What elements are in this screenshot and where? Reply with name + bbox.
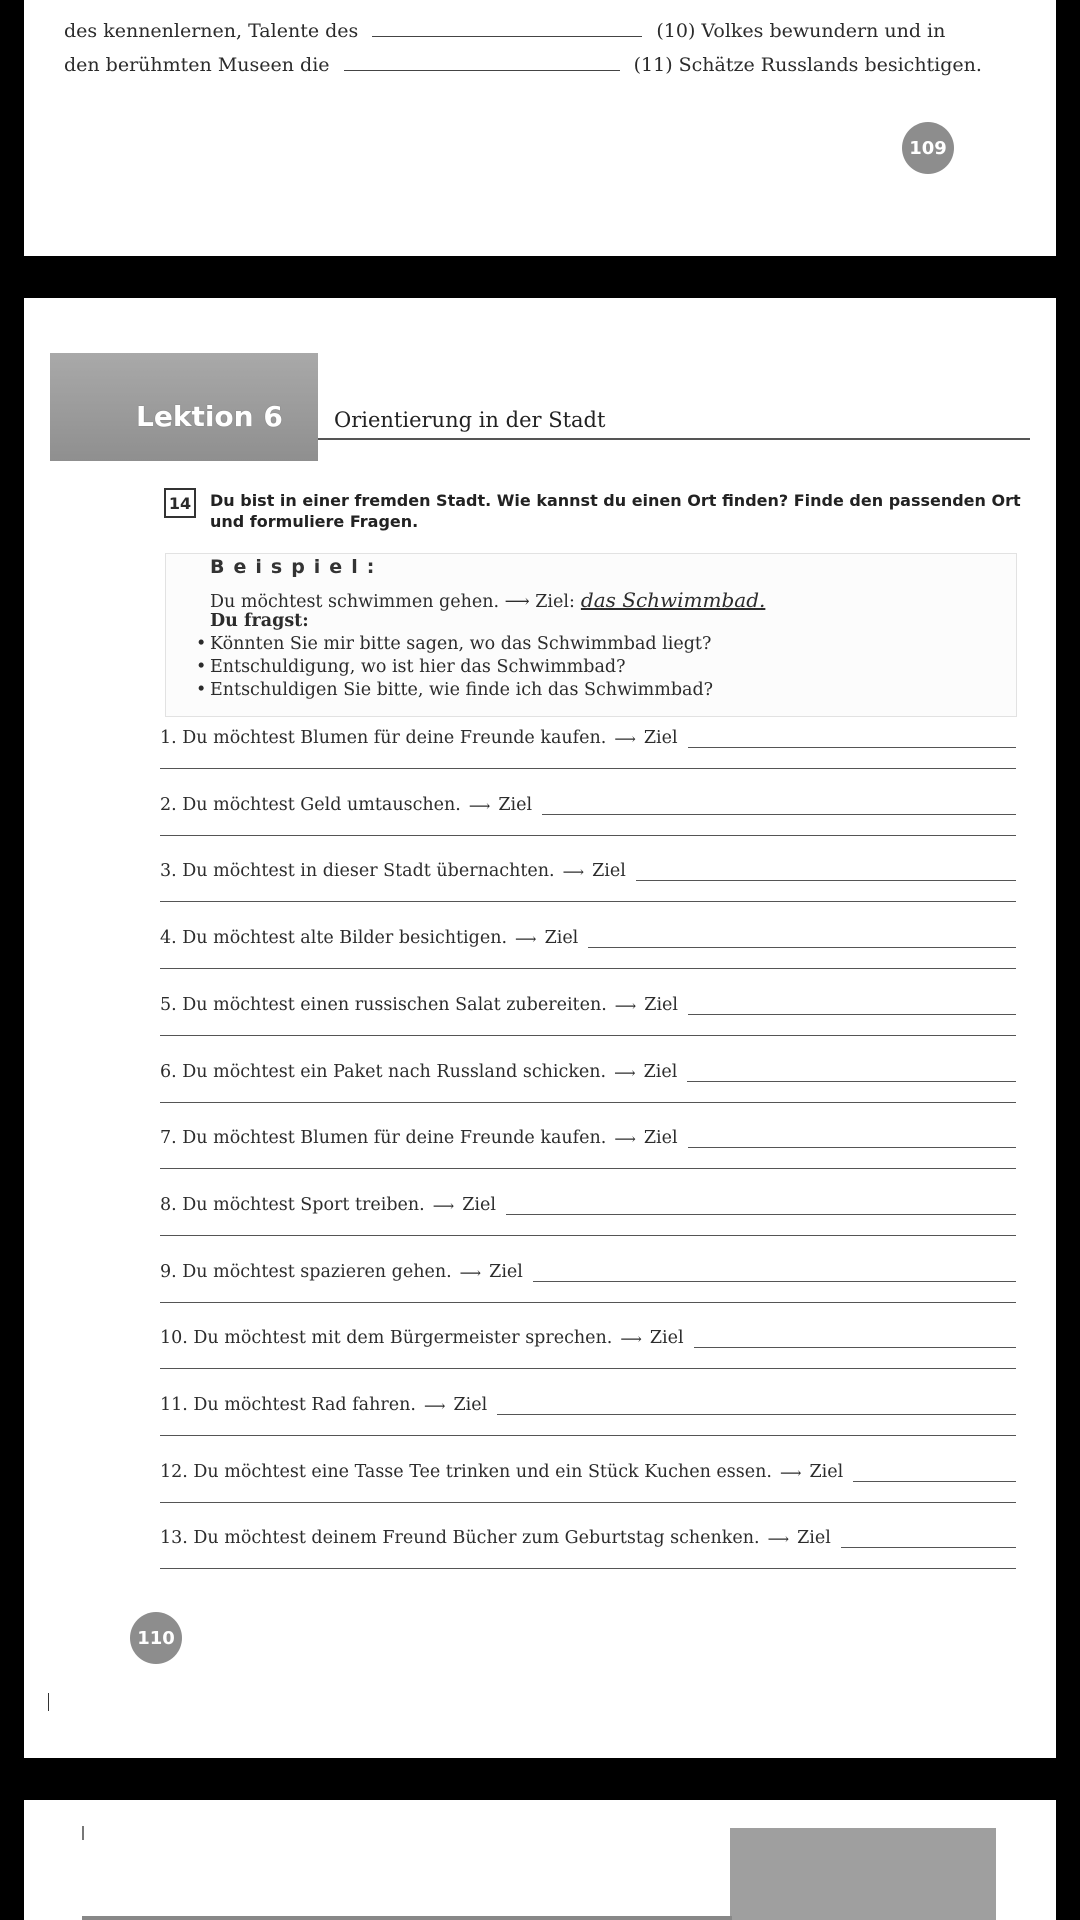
answer-blank[interactable] bbox=[533, 1267, 1016, 1282]
exercise-text: 1. Du möchtest Blumen für deine Freunde kaufen. bbox=[160, 728, 607, 748]
arrow-right-icon: ⟶ bbox=[432, 1197, 455, 1215]
task-number: 14 bbox=[164, 488, 196, 518]
exercise-text: 4. Du möchtest alte Bilder besichtigen. bbox=[160, 928, 508, 948]
answer-blank[interactable] bbox=[497, 1400, 1016, 1415]
arrow-right-icon: ⟶ bbox=[459, 1264, 482, 1282]
top-page bbox=[24, 0, 1056, 256]
bottom-page bbox=[24, 1800, 1056, 1920]
answer-line[interactable] bbox=[160, 1035, 1016, 1036]
exercise-text: 11. Du möchtest Rad fahren. bbox=[160, 1395, 416, 1415]
exercise-item bbox=[160, 795, 1016, 835]
answer-blank[interactable] bbox=[687, 1067, 1016, 1082]
lesson-label: Lektion 6 bbox=[136, 400, 283, 433]
lesson-title: Orientierung in der Stadt bbox=[334, 408, 606, 432]
example-bullet: • Könnten Sie mir bitte sagen, wo das Schwimmbad liegt? bbox=[210, 634, 711, 654]
exercise-text: 3. Du möchtest in dieser Stadt übernachten. bbox=[160, 861, 555, 881]
exercise-text: 9. Du möchtest spazieren gehen. bbox=[160, 1262, 452, 1282]
arrow-right-icon: ⟶ bbox=[515, 930, 537, 948]
arrow-right-icon: ⟶ bbox=[767, 1530, 790, 1548]
answer-blank[interactable] bbox=[506, 1200, 1016, 1215]
top-text-line-1 bbox=[64, 18, 964, 42]
answer-blank[interactable] bbox=[542, 800, 1016, 815]
answer-line[interactable] bbox=[160, 768, 1016, 769]
ziel-label: Ziel bbox=[489, 1262, 523, 1282]
exercise-text: 2. Du möchtest Geld umtauschen. bbox=[160, 795, 461, 815]
answer-blank[interactable] bbox=[372, 18, 642, 37]
answer-line[interactable] bbox=[160, 1435, 1016, 1436]
ziel-label: Ziel bbox=[592, 861, 626, 881]
arrow-right-icon: ⟶ bbox=[614, 1064, 636, 1082]
arrow-right-icon: ⟶ bbox=[614, 997, 637, 1015]
answer-line[interactable] bbox=[160, 835, 1016, 836]
main-page bbox=[24, 298, 1056, 1758]
top-line1-right: (10) Volkes bewundern und in bbox=[656, 20, 946, 42]
example-title: Beispiel: bbox=[210, 556, 384, 578]
ziel-label: Ziel bbox=[643, 1128, 678, 1148]
ziel-label: Ziel bbox=[643, 728, 678, 748]
arrow-right-icon: ⟶ bbox=[614, 1130, 636, 1148]
arrow-right-icon: ⟶ bbox=[468, 797, 491, 815]
answer-line[interactable] bbox=[160, 1502, 1016, 1503]
answer-line[interactable] bbox=[160, 901, 1016, 902]
exercise-text: 6. Du möchtest ein Paket nach Russland schicken. bbox=[160, 1062, 607, 1082]
answer-line[interactable] bbox=[160, 1168, 1016, 1169]
ziel-label: Ziel bbox=[498, 795, 533, 815]
exercise-text: 13. Du möchtest deinem Freund Bücher zum Geburtstag schenken. bbox=[160, 1528, 760, 1548]
arrow-right-icon: ⟶ bbox=[620, 1330, 642, 1348]
answer-blank[interactable] bbox=[841, 1533, 1016, 1548]
header-rule bbox=[82, 1916, 732, 1920]
exercise-item bbox=[160, 1195, 1016, 1235]
corner-mark bbox=[48, 1693, 49, 1711]
answer-line[interactable] bbox=[160, 1302, 1016, 1303]
arrow-right-icon: ⟶ bbox=[562, 863, 585, 881]
exercise-text: 10. Du möchtest mit dem Bürgermeister sprechen. bbox=[160, 1328, 613, 1348]
top-line1-left: des kennenlernen, Talente des bbox=[64, 20, 359, 42]
page-number-badge: 109 bbox=[902, 122, 954, 174]
exercise-item bbox=[160, 1062, 1016, 1102]
ziel-label: Ziel bbox=[644, 995, 679, 1015]
ziel-label: Ziel bbox=[453, 1395, 488, 1415]
arrow-right-icon: ⟶ bbox=[779, 1464, 802, 1482]
top-line2-left: den berühmten Museen die bbox=[64, 54, 330, 76]
exercise-item bbox=[160, 995, 1016, 1035]
example-bullet: • Entschuldigen Sie bitte, wie finde ich das Schwimmbad? bbox=[210, 680, 713, 700]
answer-blank[interactable] bbox=[694, 1333, 1016, 1348]
answer-line[interactable] bbox=[160, 968, 1016, 969]
ziel-label: Ziel bbox=[462, 1195, 496, 1215]
arrow-right-icon: ⟶ bbox=[423, 1397, 446, 1415]
exercise-item bbox=[160, 1262, 1016, 1302]
example-answer: das Schwimmbad. bbox=[580, 588, 766, 612]
top-text-line-2 bbox=[64, 52, 982, 76]
example-subtitle: Du fragst: bbox=[210, 611, 309, 631]
example-prompt: Du möchtest schwimmen gehen. ⟶ Ziel: bbox=[210, 592, 575, 612]
ziel-label: Ziel bbox=[544, 928, 579, 948]
exercise-item bbox=[160, 861, 1016, 901]
answer-blank[interactable] bbox=[588, 933, 1016, 948]
exercise-item bbox=[160, 1328, 1016, 1368]
ziel-label: Ziel bbox=[809, 1462, 844, 1482]
answer-blank[interactable] bbox=[688, 733, 1016, 748]
exercise-text: 7. Du möchtest Blumen für deine Freunde kaufen. bbox=[160, 1128, 607, 1148]
answer-line[interactable] bbox=[160, 1368, 1016, 1369]
ziel-label: Ziel bbox=[643, 1062, 678, 1082]
ziel-label: Ziel bbox=[797, 1528, 831, 1548]
page-number-badge: 110 bbox=[130, 1612, 182, 1664]
top-line2-right: (11) Schätze Russlands besichtigen. bbox=[633, 54, 982, 76]
exercise-text: 12. Du möchtest eine Tasse Tee trinken und ein Stück Kuchen essen. bbox=[160, 1462, 772, 1482]
answer-line[interactable] bbox=[160, 1568, 1016, 1569]
exercise-text: 8. Du möchtest Sport treiben. bbox=[160, 1195, 425, 1215]
answer-blank[interactable] bbox=[688, 1133, 1016, 1148]
corner-mark bbox=[82, 1826, 84, 1840]
lesson-divider bbox=[318, 438, 1030, 440]
ziel-label: Ziel bbox=[649, 1328, 684, 1348]
answer-blank[interactable] bbox=[344, 52, 620, 71]
answer-blank[interactable] bbox=[636, 866, 1016, 881]
exercise-item bbox=[160, 1395, 1016, 1435]
lesson-tab bbox=[730, 1828, 996, 1920]
exercise-item bbox=[160, 928, 1016, 968]
example-line bbox=[210, 588, 765, 612]
task-instructions: Du bist in einer fremden Stadt. Wie kannst du einen Ort finden? Finde den passenden Ort und formuliere Fragen. bbox=[210, 491, 1021, 531]
exercise-item bbox=[160, 728, 1016, 768]
answer-blank[interactable] bbox=[688, 1000, 1016, 1015]
exercise-item bbox=[160, 1128, 1016, 1168]
example-bullet: • Entschuldigung, wo ist hier das Schwimmbad? bbox=[210, 657, 626, 677]
answer-line[interactable] bbox=[160, 1102, 1016, 1103]
exercise-item bbox=[160, 1528, 1016, 1568]
exercise-text: 5. Du möchtest einen russischen Salat zubereiten. bbox=[160, 995, 607, 1015]
answer-blank[interactable] bbox=[853, 1467, 1016, 1482]
answer-line[interactable] bbox=[160, 1235, 1016, 1236]
exercise-item bbox=[160, 1462, 1016, 1502]
arrow-right-icon: ⟶ bbox=[614, 730, 636, 748]
